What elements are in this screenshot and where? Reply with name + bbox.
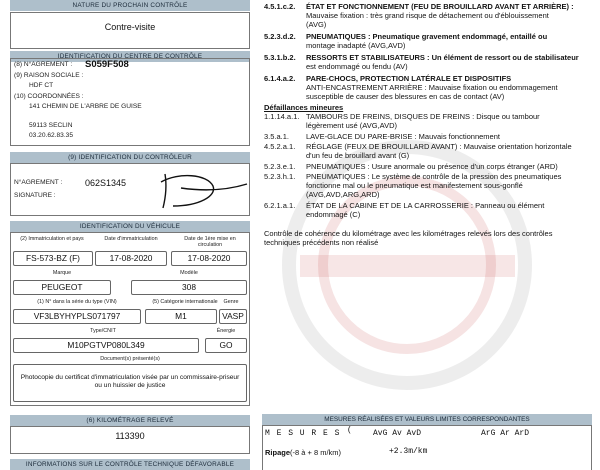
minor-text-2: légèrement usé (AVG,AVD) bbox=[306, 121, 398, 130]
defect-text-2: Mauvaise fixation : très grand risque de détachement ou d'éblouissement bbox=[306, 11, 549, 20]
energie-value: GO bbox=[205, 338, 247, 353]
date-first-value: 17-08-2020 bbox=[171, 251, 247, 266]
next-control-header: NATURE DU PROCHAIN CONTRÔLE bbox=[10, 0, 250, 11]
minor-text-6: PNEUMATIQUES : Usure anormale ou présence d'un corps étranger (ARD) bbox=[306, 162, 558, 171]
minor-code-10: 6.2.1.a.1. bbox=[264, 201, 296, 210]
minor-text-5: d'un feu de brouillard avant (G) bbox=[306, 151, 410, 160]
ripage-value: +2.3m/km bbox=[389, 447, 428, 456]
modele-value: 308 bbox=[131, 280, 247, 295]
docs-label: Document(s) présenté(s) bbox=[100, 356, 160, 362]
signature-label: SIGNATURE : bbox=[14, 192, 56, 199]
signature-image bbox=[151, 166, 251, 214]
type-value: M10PGTVP080L349 bbox=[13, 338, 199, 353]
minor-code-3: 3.5.a.1. bbox=[264, 132, 290, 141]
measures-cols-front: AvG Av AvD bbox=[373, 429, 422, 438]
defect-text-7: est endommagé ou fendu (AV) bbox=[306, 62, 408, 71]
defect-text-4: PNEUMATIQUES : Pneumatique gravement endommagé, entaillé ou bbox=[306, 32, 548, 41]
date-first-label: Date de 1ère mise en circulation bbox=[184, 236, 236, 248]
defect-text-9: ANTI-ENCASTREMENT ARRIÈRE : Mauvaise fixation ou endommagement bbox=[306, 83, 558, 92]
defect-text-5: montage inadapté (AVG,AVD) bbox=[306, 41, 406, 50]
date-immat-label: Date d'immatriculation bbox=[104, 236, 158, 242]
defect-code-8: 6.1.4.a.2. bbox=[264, 74, 296, 83]
km-box bbox=[10, 426, 250, 454]
defect-text-6: RESSORTS ET STABILISATEURS : Un élément de ressort ou de stabilisateur bbox=[306, 53, 579, 62]
minor-text-10: ÉTAT DE LA CABINE ET DE LA CARROSSERIE : Panneau ou élément bbox=[306, 201, 545, 210]
vin-label: (1) N° dans la série du type (VIN) bbox=[37, 299, 117, 305]
coord-line-1: 141 CHEMIN DE L'ARBRE DE GUISE bbox=[29, 103, 142, 110]
watermark-band bbox=[300, 255, 515, 277]
vehicle-header: IDENTIFICATION DU VÉHICULE bbox=[10, 221, 250, 232]
coord-label: (10) COORDONNÉES : bbox=[14, 93, 84, 100]
vin-value: VF3LBYHYPLS071797 bbox=[13, 309, 141, 324]
type-label: Type/CNIT bbox=[90, 328, 116, 334]
raison-value: HDF CT bbox=[29, 82, 54, 89]
ripage-label: Ripage bbox=[265, 448, 291, 457]
minor-code-1: 1.1.14.a.1. bbox=[264, 112, 300, 121]
measures-open: ( bbox=[347, 426, 352, 435]
minor-code-6: 5.2.3.e.1. bbox=[264, 162, 296, 171]
date-immat-value: 17-08-2020 bbox=[95, 251, 167, 266]
genre-label: Genre bbox=[223, 299, 239, 305]
defect-code-4: 5.2.3.d.2. bbox=[264, 32, 296, 41]
minor-code-7: 5.2.3.h.1. bbox=[264, 172, 296, 181]
minor-code-4: 4.5.2.a.1. bbox=[264, 142, 296, 151]
measures-header: MESURES RÉALISÉES ET VALEURS LIMITES CORRESPONDANTES bbox=[262, 414, 592, 425]
coherence-line-2: techniques précédents non réalisé bbox=[264, 238, 379, 247]
controller-agreement-value: 062S1345 bbox=[85, 178, 127, 188]
defect-text-1: ÉTAT ET FONCTIONNEMENT (FEU DE BROUILLARD AVANT ET ARRIÈRE) : bbox=[306, 2, 574, 11]
cat-label: (5) Catégorie internationale bbox=[152, 299, 218, 305]
marque-label: Marque bbox=[52, 270, 72, 276]
defect-text-3: (AVG) bbox=[306, 20, 327, 29]
cat-value: M1 bbox=[145, 309, 217, 324]
minor-text-9: (AVG,AVD,ARG,ARD) bbox=[306, 190, 380, 199]
modele-label: Modèle bbox=[180, 270, 198, 276]
raison-label: (9) RAISON SOCIALE : bbox=[14, 72, 84, 79]
immat-value: FS-573-BZ (F) bbox=[13, 251, 93, 266]
minor-text-11: endommagé (C) bbox=[306, 210, 361, 219]
ripage-range: (-8 à + 8 m/km) bbox=[290, 448, 342, 457]
minor-text-8: fonctionne mal ou le pneumatique est manifestement sous-gonflé bbox=[306, 181, 523, 190]
defect-text-10: susceptible de causer des blessures en cas de contact (AV) bbox=[306, 92, 505, 101]
unfav-header: INFORMATIONS SUR LE CONTRÔLE TECHNIQUE DÉFAVORABLE bbox=[10, 459, 250, 470]
defect-code-1: 4.5.1.c.2. bbox=[264, 2, 296, 11]
controller-agreement-label: N°AGREMENT : bbox=[14, 179, 63, 186]
measures-box bbox=[262, 425, 592, 470]
next-control-box bbox=[10, 12, 250, 49]
minor-text-4: RÉGLAGE (FEUX DE BROUILLARD AVANT) : Mauvaise orientation horizontale bbox=[306, 142, 572, 151]
minor-text-7: PNEUMATIQUES : Le système de contrôle de la pression des pneumatiques bbox=[306, 172, 562, 181]
marque-value: PEUGEOT bbox=[13, 280, 111, 295]
minor-title: Défaillances mineures bbox=[264, 103, 344, 112]
km-header: (6) KILOMÉTRAGE RELEVÉ bbox=[10, 415, 250, 426]
measures-title: M E S U R E S bbox=[265, 429, 341, 438]
defect-text-8: PARE-CHOCS, PROTECTION LATÉRALE ET DISPOSITIFS bbox=[306, 74, 512, 83]
minor-text-3: LAVE-GLACE DU PARE-BRISE : Mauvais fonctionnement bbox=[306, 132, 500, 141]
next-control-value: Contre-visite bbox=[104, 22, 156, 32]
centre-agreement-label: (8) N°AGREMENT : bbox=[14, 61, 73, 68]
coord-line-2: 59113 SECLIN bbox=[29, 122, 73, 129]
km-value: 113390 bbox=[115, 431, 145, 441]
coord-line-3: 03.20.62.83.35 bbox=[29, 132, 73, 139]
controller-box bbox=[10, 163, 250, 216]
centre-header: IDENTIFICATION DU CENTRE DE CONTRÔLE bbox=[10, 51, 250, 62]
genre-value: VASP bbox=[219, 309, 247, 324]
docs-value: Photocopie du certificat d'immatriculation visée par un commissaire-priseur ou un huissier de justice bbox=[13, 364, 247, 402]
energie-label: Énergie bbox=[216, 328, 236, 334]
controller-header: (9) IDENTIFICATION DU CONTRÔLEUR bbox=[10, 152, 250, 163]
minor-text-1: TAMBOURS DE FREINS, DISQUES DE FREINS : Disque ou tambour bbox=[306, 112, 540, 121]
defect-code-6: 5.3.1.b.2. bbox=[264, 53, 296, 62]
coherence-line-1: Contrôle de cohérence du kilométrage avec les kilométrages relevés lors des contrôles bbox=[264, 229, 553, 238]
centre-box bbox=[10, 58, 250, 146]
immat-label: (2) Immatriculation et pays bbox=[20, 236, 84, 242]
centre-agreement-value: S059F508 bbox=[85, 59, 129, 70]
measures-cols-rear: ArG Ar ArD bbox=[481, 429, 530, 438]
vehicle-box bbox=[10, 232, 250, 406]
